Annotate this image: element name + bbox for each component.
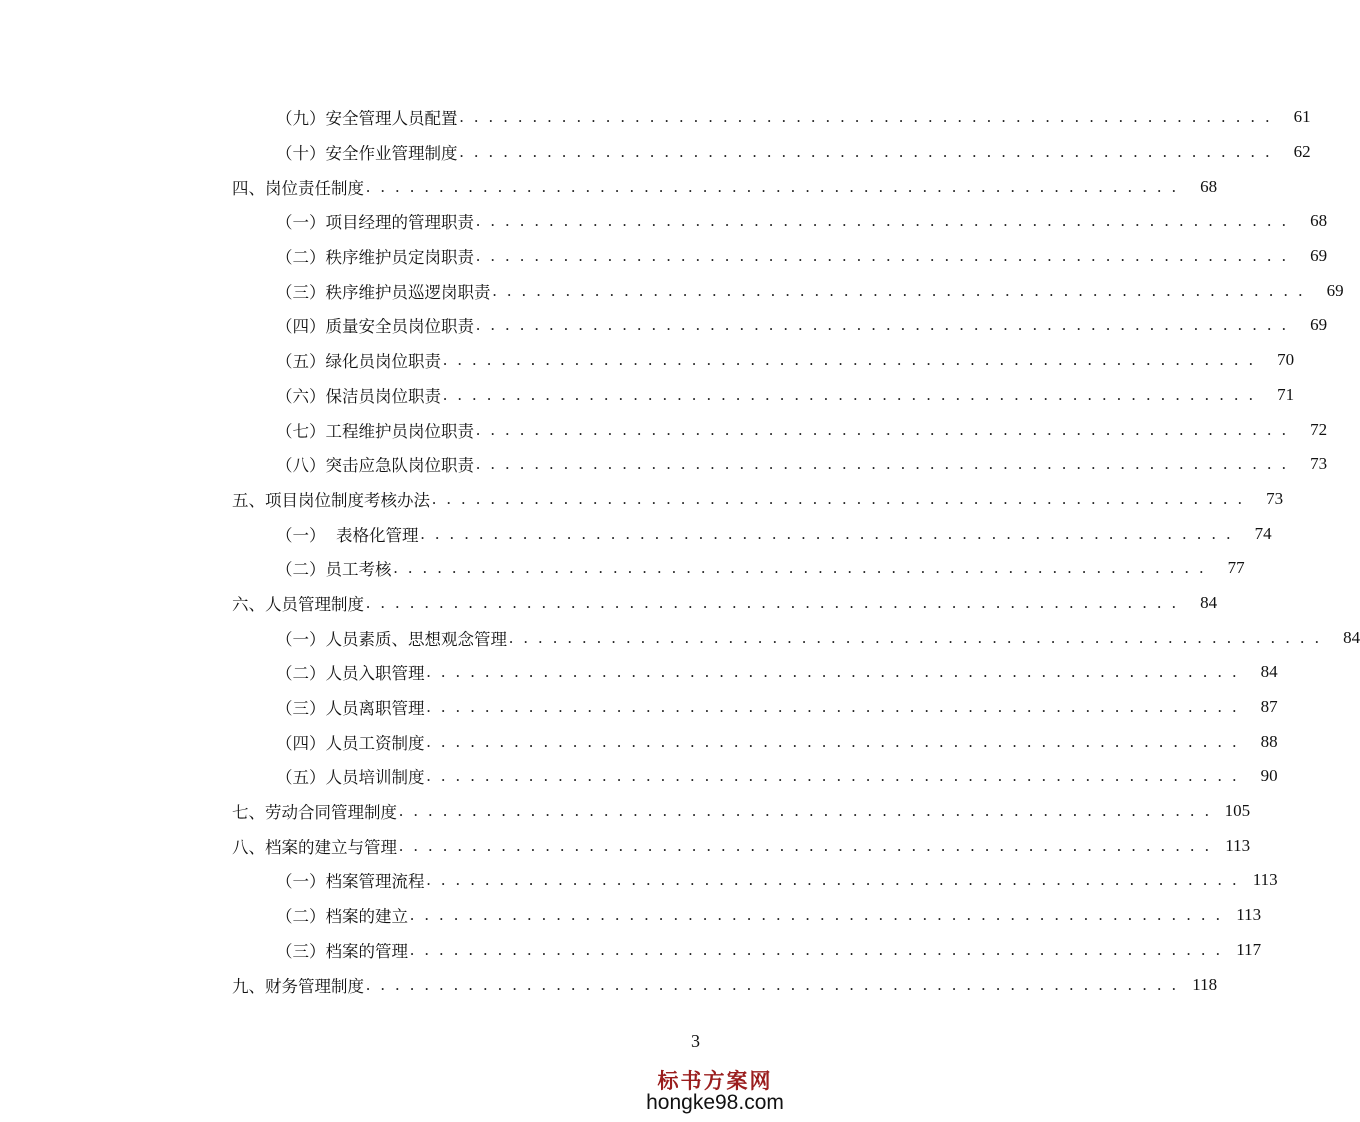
toc-entry-title: （一） 表格化管理 (276, 525, 419, 545)
toc-entry-title: （九）安全管理人员配置 (276, 109, 458, 129)
toc-entry-page-number: 69 (1310, 315, 1328, 335)
toc-dot-leader: . . . . . . . . . . . . . . . . . . . . . . . . . . . . . . . . . . . . . . . . . . . . . . . . . . . . . . . . (393, 558, 1207, 578)
toc-entry-page-number: 68 (1310, 211, 1328, 231)
toc-subsection-entry[interactable] (0, 724, 1278, 759)
toc-section-entry[interactable] (0, 967, 1218, 1002)
toc-entry-page-number: 84 (1343, 627, 1360, 647)
toc-dot-leader: . . . . . . . . . . . . . . . . . . . . . . . . . . . . . . . . . . . . . . . . . . . . . . . . . . . . . . . . (410, 905, 1224, 925)
toc-entry-page-number: 118 (1192, 974, 1218, 994)
toc-entry-page-number: 113 (1225, 835, 1251, 855)
toc-subsection-entry[interactable] (0, 135, 1311, 170)
toc-dot-leader: . . . . . . . . . . . . . . . . . . . . . . . . . . . . . . . . . . . . . . . . . . . . . . . . . . . . . . . . (366, 176, 1180, 196)
toc-entry-page-number: 69 (1326, 280, 1344, 300)
toc-entry-page-number: 73 (1266, 488, 1284, 508)
toc-subsection-entry[interactable] (0, 308, 1328, 343)
toc-entry-page-number: 113 (1236, 905, 1262, 925)
toc-entry-page-number: 87 (1260, 697, 1278, 717)
toc-entry-page-number: 73 (1310, 454, 1328, 474)
toc-subsection-entry[interactable] (0, 516, 1272, 551)
toc-subsection-entry[interactable] (0, 412, 1328, 447)
toc-entry-title: （四）人员工资制度 (276, 733, 425, 753)
toc-dot-leader: . . . . . . . . . . . . . . . . . . . . . . . . . . . . . . . . . . . . . . . . . . . . . . . . . . . . . . . . (399, 801, 1213, 821)
toc-entry-title: （六）保洁员岗位职责 (276, 386, 441, 406)
toc-entry-title: （四）质量安全员岗位职责 (276, 317, 474, 337)
toc-entry-page-number: 74 (1254, 523, 1272, 543)
watermark-logo (645, 1067, 785, 1114)
toc-subsection-entry[interactable] (0, 933, 1262, 968)
toc-subsection-entry[interactable] (0, 620, 1360, 655)
toc-entry-title: 八、档案的建立与管理 (232, 837, 397, 857)
toc-subsection-entry[interactable] (0, 378, 1295, 413)
toc-entry-title: （五）绿化员岗位职责 (276, 352, 441, 372)
toc-entry-title: （三）档案的管理 (276, 941, 408, 961)
toc-entry-title: （三）人员离职管理 (276, 699, 425, 719)
toc-dot-leader: . . . . . . . . . . . . . . . . . . . . . . . . . . . . . . . . . . . . . . . . . . . . . . . . . . . . . . . . (459, 107, 1273, 127)
toc-subsection-entry[interactable] (0, 655, 1278, 690)
toc-dot-leader: . . . . . . . . . . . . . . . . . . . . . . . . . . . . . . . . . . . . . . . . . . . . . . . . . . . . . . . . (492, 280, 1306, 300)
toc-dot-leader: . . . . . . . . . . . . . . . . . . . . . . . . . . . . . . . . . . . . . . . . . . . . . . . . . . . . . . . . (366, 592, 1180, 612)
toc-entry-title: 五、项目岗位制度考核办法 (232, 490, 430, 510)
toc-dot-leader: . . . . . . . . . . . . . . . . . . . . . . . . . . . . . . . . . . . . . . . . . . . . . . . . . . . . . . . . (443, 384, 1257, 404)
watermark-chinese-text: 标书方案网 (657, 1067, 773, 1093)
table-of-contents (0, 100, 1360, 1002)
toc-entry-title: （八）突击应急队岗位职责 (276, 456, 474, 476)
toc-entry-title: （二）人员入职管理 (276, 664, 425, 684)
toc-subsection-entry[interactable] (0, 759, 1278, 794)
toc-entry-page-number: 68 (1200, 176, 1218, 196)
toc-dot-leader: . . . . . . . . . . . . . . . . . . . . . . . . . . . . . . . . . . . . . . . . . . . . . . . . . . . . . . . . (432, 488, 1246, 508)
toc-dot-leader: . . . . . . . . . . . . . . . . . . . . . . . . . . . . . . . . . . . . . . . . . . . . . . . . . . . . . . . . (426, 766, 1240, 786)
toc-entry-page-number: 113 (1252, 870, 1278, 890)
toc-entry-title: 九、财务管理制度 (232, 976, 364, 996)
toc-entry-page-number: 77 (1227, 558, 1245, 578)
toc-dot-leader: . . . . . . . . . . . . . . . . . . . . . . . . . . . . . . . . . . . . . . . . . . . . . . . . . . . . . . . . (476, 454, 1290, 474)
toc-dot-leader: . . . . . . . . . . . . . . . . . . . . . . . . . . . . . . . . . . . . . . . . . . . . . . . . . . . . . . . . (476, 211, 1290, 231)
toc-subsection-entry[interactable] (0, 343, 1295, 378)
toc-entry-page-number: 84 (1260, 662, 1278, 682)
toc-dot-leader: . . . . . . . . . . . . . . . . . . . . . . . . . . . . . . . . . . . . . . . . . . . . . . . . . . . . . . . . (366, 974, 1180, 994)
toc-dot-leader: . . . . . . . . . . . . . . . . . . . . . . . . . . . . . . . . . . . . . . . . . . . . . . . . . . . . . . . . (426, 731, 1240, 751)
toc-dot-leader: . . . . . . . . . . . . . . . . . . . . . . . . . . . . . . . . . . . . . . . . . . . . . . . . . . . . . . . . (426, 697, 1240, 717)
toc-entry-page-number: 88 (1260, 731, 1278, 751)
toc-entry-page-number: 70 (1277, 350, 1295, 370)
toc-dot-leader: . . . . . . . . . . . . . . . . . . . . . . . . . . . . . . . . . . . . . . . . . . . . . . . . . . . . . . . . (476, 246, 1290, 266)
toc-subsection-entry[interactable] (0, 551, 1245, 586)
toc-entry-title: （二）秩序维护员定岗职责 (276, 248, 474, 268)
toc-subsection-entry[interactable] (0, 898, 1262, 933)
toc-dot-leader: . . . . . . . . . . . . . . . . . . . . . . . . . . . . . . . . . . . . . . . . . . . . . . . . . . . . . . . . (420, 523, 1234, 543)
toc-section-entry[interactable] (0, 482, 1284, 517)
toc-subsection-entry[interactable] (0, 690, 1278, 725)
toc-entry-title: （三）秩序维护员巡逻岗职责 (276, 282, 491, 302)
toc-dot-leader: . . . . . . . . . . . . . . . . . . . . . . . . . . . . . . . . . . . . . . . . . . . . . . . . . . . . . . . . (476, 315, 1290, 335)
toc-subsection-entry[interactable] (0, 100, 1311, 135)
toc-section-entry[interactable] (0, 586, 1218, 621)
toc-entry-title: （二）员工考核 (276, 560, 392, 580)
toc-entry-page-number: 117 (1236, 939, 1262, 959)
toc-subsection-entry[interactable] (0, 273, 1344, 308)
toc-entry-title: （一）档案管理流程 (276, 872, 425, 892)
toc-entry-title: 六、人员管理制度 (232, 594, 364, 614)
toc-entry-page-number: 62 (1293, 142, 1311, 162)
toc-entry-page-number: 72 (1310, 419, 1328, 439)
toc-entry-title: （一）人员素质、思想观念管理 (276, 629, 507, 649)
toc-dot-leader: . . . . . . . . . . . . . . . . . . . . . . . . . . . . . . . . . . . . . . . . . . . . . . . . . . . . . . . . (459, 142, 1273, 162)
toc-subsection-entry[interactable] (0, 239, 1328, 274)
toc-subsection-entry[interactable] (0, 447, 1328, 482)
page-number: 3 (691, 1031, 700, 1051)
toc-section-entry[interactable] (0, 794, 1251, 829)
toc-section-entry[interactable] (0, 828, 1251, 863)
toc-entry-page-number: 69 (1310, 246, 1328, 266)
toc-dot-leader: . . . . . . . . . . . . . . . . . . . . . . . . . . . . . . . . . . . . . . . . . . . . . . . . . . . . . . . . (426, 662, 1240, 682)
toc-entry-page-number: 84 (1200, 592, 1218, 612)
toc-entry-title: （十）安全作业管理制度 (276, 144, 458, 164)
toc-dot-leader: . . . . . . . . . . . . . . . . . . . . . . . . . . . . . . . . . . . . . . . . . . . . . . . . . . . . . . . . (410, 939, 1224, 959)
toc-dot-leader: . . . . . . . . . . . . . . . . . . . . . . . . . . . . . . . . . . . . . . . . . . . . . . . . . . . . . . . . (443, 350, 1257, 370)
toc-entry-page-number: 61 (1293, 107, 1311, 127)
toc-entry-title: （七）工程维护员岗位职责 (276, 421, 474, 441)
toc-entry-title: 四、岗位责任制度 (232, 178, 364, 198)
toc-entry-title: （五）人员培训制度 (276, 768, 425, 788)
toc-entry-page-number: 105 (1224, 801, 1251, 821)
watermark-url: hongke98.com (646, 1090, 784, 1114)
toc-dot-leader: . . . . . . . . . . . . . . . . . . . . . . . . . . . . . . . . . . . . . . . . . . . . . . . . . . . . . . . . (426, 870, 1240, 890)
toc-dot-leader: . . . . . . . . . . . . . . . . . . . . . . . . . . . . . . . . . . . . . . . . . . . . . . . . . . . . . . . . (476, 419, 1290, 439)
toc-subsection-entry[interactable] (0, 863, 1278, 898)
toc-entry-page-number: 71 (1277, 384, 1295, 404)
toc-section-entry[interactable] (0, 169, 1218, 204)
toc-entry-title: 七、劳动合同管理制度 (232, 803, 397, 823)
toc-dot-leader: . . . . . . . . . . . . . . . . . . . . . . . . . . . . . . . . . . . . . . . . . . . . . . . . . . . . . . . . (509, 627, 1323, 647)
toc-entry-page-number: 90 (1260, 766, 1278, 786)
toc-subsection-entry[interactable] (0, 204, 1328, 239)
toc-entry-title: （二）档案的建立 (276, 907, 408, 927)
toc-entry-title: （一）项目经理的管理职责 (276, 213, 474, 233)
toc-dot-leader: . . . . . . . . . . . . . . . . . . . . . . . . . . . . . . . . . . . . . . . . . . . . . . . . . . . . . . . . (399, 835, 1213, 855)
